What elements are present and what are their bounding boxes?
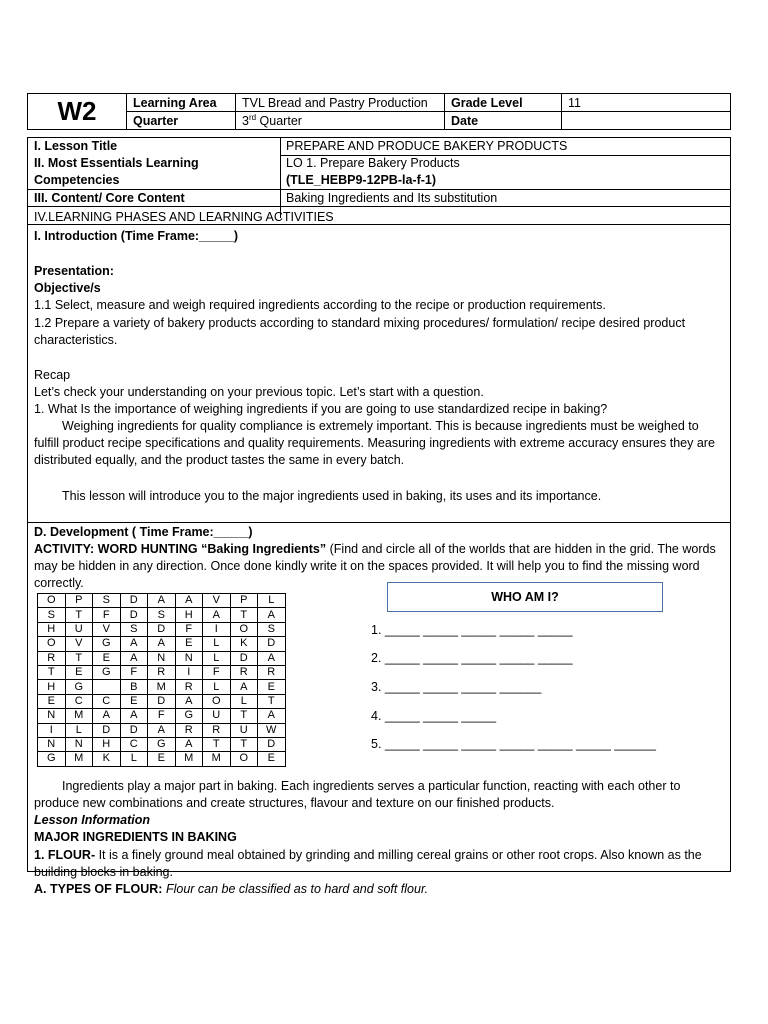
grid-cell[interactable]: L bbox=[203, 651, 231, 665]
recap-answer: Weighing ingredients for quality compliance is extremely important. This is because ingredients must be weighed to fulfill product recipe specifications and quality requirements. Measuring ingredients with extreme accuracy ensures they are distributed equally, and the product tastes the same in every batch. bbox=[34, 419, 715, 467]
grid-cell[interactable]: M bbox=[175, 752, 203, 766]
grid-cell[interactable]: S bbox=[38, 608, 66, 622]
grid-cell[interactable]: I bbox=[38, 723, 66, 737]
grid-cell[interactable]: H bbox=[93, 737, 121, 751]
grid-cell[interactable]: U bbox=[203, 709, 231, 723]
phases-heading: IV.LEARNING PHASES AND LEARNING ACTIVITIES bbox=[34, 210, 334, 224]
grid-cell[interactable]: U bbox=[230, 723, 258, 737]
grid-cell[interactable]: E bbox=[93, 651, 121, 665]
answer-blank-1[interactable]: 1. _____ _____ _____ _____ _____ bbox=[371, 623, 573, 637]
grade-level-label: Grade Level bbox=[445, 94, 562, 112]
grid-cell[interactable]: E bbox=[38, 694, 66, 708]
introduction-heading: I. Introduction (Time Frame:_____) bbox=[34, 229, 238, 243]
grid-cell[interactable]: A bbox=[148, 594, 176, 608]
grid-cell[interactable]: R bbox=[175, 723, 203, 737]
grid-cell[interactable]: A bbox=[120, 651, 148, 665]
grid-cell[interactable]: M bbox=[65, 752, 93, 766]
competency-label-1: II. Most Essentials Learning bbox=[34, 156, 199, 170]
grid-cell[interactable]: L bbox=[230, 694, 258, 708]
grid-cell[interactable]: A bbox=[203, 608, 231, 622]
grid-cell[interactable]: L bbox=[203, 637, 231, 651]
grid-row bbox=[38, 694, 286, 708]
grid-cell[interactable]: A bbox=[258, 709, 286, 723]
grid-cell[interactable]: E bbox=[148, 752, 176, 766]
grid-cell[interactable]: A bbox=[258, 608, 286, 622]
quarter-value: 3rd Quarter bbox=[236, 112, 445, 130]
recap-intro: Let’s check your understanding on your previous topic. Let’s start with a question. bbox=[34, 385, 484, 399]
grid-cell[interactable]: N bbox=[38, 737, 66, 751]
grid-cell[interactable]: N bbox=[65, 737, 93, 751]
grid-cell[interactable]: C bbox=[120, 737, 148, 751]
content-label: III. Content/ Core Content bbox=[34, 191, 185, 205]
grid-cell[interactable]: M bbox=[65, 709, 93, 723]
grid-row bbox=[38, 665, 286, 679]
grid-cell[interactable]: G bbox=[65, 680, 93, 694]
recap-question: 1. What Is the importance of weighing ingredients if you are going to use standardized recipe in baking? bbox=[34, 402, 608, 416]
objective-2: 1.2 Prepare a variety of bakery products according to standard mixing procedures/ formulation/ recipe desired product characteristics. bbox=[34, 316, 686, 347]
grid-cell[interactable]: P bbox=[65, 594, 93, 608]
header-table bbox=[27, 93, 731, 130]
grid-cell[interactable]: G bbox=[93, 637, 121, 651]
grid-cell[interactable]: S bbox=[258, 622, 286, 636]
grid-cell[interactable]: E bbox=[120, 694, 148, 708]
lesson-title-label: I. Lesson Title bbox=[34, 139, 118, 153]
grid-cell[interactable]: C bbox=[93, 694, 121, 708]
grid-cell[interactable]: T bbox=[230, 709, 258, 723]
grid-row bbox=[38, 608, 286, 622]
grid-cell[interactable]: T bbox=[38, 665, 66, 679]
quarter-label: Quarter bbox=[127, 112, 236, 130]
grid-cell[interactable]: H bbox=[38, 680, 66, 694]
grid-row bbox=[38, 622, 286, 636]
grid-cell[interactable]: T bbox=[203, 737, 231, 751]
grid-cell[interactable]: K bbox=[93, 752, 121, 766]
grid-cell[interactable]: I bbox=[203, 622, 231, 636]
presentation-label: Presentation: bbox=[34, 264, 114, 278]
grid-cell[interactable]: A bbox=[175, 594, 203, 608]
grid-row bbox=[38, 594, 286, 608]
week-label: W2 bbox=[28, 94, 127, 130]
grid-cell[interactable]: T bbox=[230, 737, 258, 751]
ingredients-paragraph: Ingredients play a major part in baking. Each ingredients serves a particular function, reacting with each other to produce new combinations and create structures, flavour and texture on our finished products. bbox=[34, 779, 681, 810]
competency-value-1: LO 1. Prepare Bakery Products bbox=[286, 156, 460, 170]
grid-cell[interactable]: A bbox=[120, 709, 148, 723]
grid-cell[interactable]: E bbox=[175, 637, 203, 651]
grid-row bbox=[38, 637, 286, 651]
grid-cell[interactable]: U bbox=[65, 622, 93, 636]
objectives-label: Objective/s bbox=[34, 281, 101, 295]
grid-cell[interactable]: V bbox=[93, 622, 121, 636]
grid-cell[interactable]: G bbox=[175, 709, 203, 723]
flour-definition: 1. FLOUR- It is a finely ground meal obtained by grinding and milling cereal grains or other root crops. Also known as the building blocks in baking. bbox=[34, 848, 702, 879]
answer-blank-2[interactable]: 2. _____ _____ _____ _____ _____ bbox=[371, 651, 573, 665]
grid-cell[interactable]: L bbox=[65, 723, 93, 737]
grid-cell[interactable]: A bbox=[175, 737, 203, 751]
grid-cell[interactable]: A bbox=[148, 723, 176, 737]
grid-cell[interactable]: I bbox=[175, 665, 203, 679]
grid-cell[interactable]: D bbox=[120, 594, 148, 608]
major-ingredients-heading: MAJOR INGREDIENTS IN BAKING bbox=[34, 830, 237, 844]
grid-cell[interactable]: O bbox=[230, 622, 258, 636]
answer-blank-5[interactable]: 5. _____ _____ _____ _____ _____ _____ ______ bbox=[371, 737, 657, 751]
grid-cell[interactable]: F bbox=[93, 608, 121, 622]
grid-cell[interactable]: D bbox=[258, 637, 286, 651]
word-search-grid[interactable] bbox=[37, 593, 286, 767]
types-of-flour: A. TYPES OF FLOUR: Flour can be classified as to hard and soft flour. bbox=[34, 882, 429, 896]
grid-cell[interactable]: D bbox=[258, 737, 286, 751]
answer-blank-3[interactable]: 3. _____ _____ _____ ______ bbox=[371, 680, 542, 694]
grid-cell[interactable] bbox=[93, 680, 121, 694]
recap-label: Recap bbox=[34, 368, 71, 382]
competency-label-2: Competencies bbox=[34, 173, 120, 187]
grid-cell[interactable]: R bbox=[38, 651, 66, 665]
grid-cell[interactable]: H bbox=[38, 622, 66, 636]
grid-row bbox=[38, 737, 286, 751]
grid-cell[interactable]: N bbox=[175, 651, 203, 665]
lesson-title-value: PREPARE AND PRODUCE BAKERY PRODUCTS bbox=[286, 139, 568, 153]
learning-area-label: Learning Area bbox=[127, 94, 236, 112]
grid-cell[interactable]: R bbox=[230, 665, 258, 679]
grid-row bbox=[38, 680, 286, 694]
grid-cell[interactable]: D bbox=[120, 723, 148, 737]
grid-cell[interactable]: R bbox=[175, 680, 203, 694]
grid-cell[interactable]: T bbox=[65, 608, 93, 622]
grid-cell[interactable]: F bbox=[120, 665, 148, 679]
grid-cell[interactable]: H bbox=[175, 608, 203, 622]
grid-cell[interactable]: B bbox=[120, 680, 148, 694]
development-heading: D. Development ( Time Frame:_____) bbox=[34, 525, 253, 539]
grid-cell[interactable]: S bbox=[148, 608, 176, 622]
content-value: Baking Ingredients and Its substitution bbox=[286, 191, 498, 205]
grid-cell[interactable]: D bbox=[148, 694, 176, 708]
answer-blank-4[interactable]: 4. _____ _____ _____ bbox=[371, 709, 497, 723]
grid-cell[interactable]: V bbox=[65, 637, 93, 651]
objective-1: 1.1 Select, measure and weigh required ingredients according to the recipe or production requirements. bbox=[34, 298, 606, 312]
grid-row bbox=[38, 723, 286, 737]
grid-cell[interactable]: L bbox=[120, 752, 148, 766]
date-value bbox=[562, 112, 731, 130]
grid-cell[interactable]: T bbox=[258, 694, 286, 708]
lesson-information-label: Lesson Information bbox=[34, 813, 150, 827]
grid-cell[interactable]: E bbox=[258, 680, 286, 694]
grid-cell[interactable]: P bbox=[230, 594, 258, 608]
grid-cell[interactable]: N bbox=[148, 651, 176, 665]
activity-instructions: ACTIVITY: WORD HUNTING “Baking Ingredients” (Find and circle all of the worlds that are hidden in the grid. The words may be hidden in any direction. Once done kindly write it on the spaces provided. It will help you to find the missing word correctly. bbox=[34, 542, 716, 590]
grid-cell[interactable]: A bbox=[93, 709, 121, 723]
grid-cell[interactable]: S bbox=[93, 594, 121, 608]
grid-cell[interactable]: L bbox=[203, 680, 231, 694]
grid-cell[interactable]: R bbox=[203, 723, 231, 737]
grid-cell[interactable]: L bbox=[258, 594, 286, 608]
grid-cell[interactable]: A bbox=[175, 694, 203, 708]
grid-cell[interactable]: A bbox=[258, 651, 286, 665]
lesson-intro: This lesson will introduce you to the major ingredients used in baking, its uses and its importance. bbox=[62, 489, 602, 503]
grid-cell[interactable]: E bbox=[258, 752, 286, 766]
grid-cell[interactable]: A bbox=[230, 680, 258, 694]
grid-cell[interactable]: G bbox=[93, 665, 121, 679]
grid-cell[interactable]: D bbox=[93, 723, 121, 737]
grid-cell[interactable]: F bbox=[148, 709, 176, 723]
grid-row bbox=[38, 709, 286, 723]
lesson-body bbox=[27, 137, 731, 896]
who-am-i-box: WHO AM I? bbox=[387, 582, 663, 612]
date-label: Date bbox=[445, 112, 562, 130]
learning-area-value: TVL Bread and Pastry Production bbox=[236, 94, 445, 112]
grid-cell[interactable]: N bbox=[38, 709, 66, 723]
grid-cell[interactable]: V bbox=[203, 594, 231, 608]
grid-cell[interactable]: A bbox=[148, 637, 176, 651]
grid-cell[interactable]: O bbox=[38, 594, 66, 608]
grid-cell[interactable]: F bbox=[175, 622, 203, 636]
grid-cell[interactable]: D bbox=[120, 608, 148, 622]
grade-level-value: 11 bbox=[562, 94, 731, 112]
grid-cell[interactable]: T bbox=[230, 608, 258, 622]
grid-cell[interactable]: D bbox=[148, 622, 176, 636]
competency-value-2: (TLE_HEBP9-12PB-la-f-1) bbox=[286, 173, 437, 187]
grid-cell[interactable]: G bbox=[38, 752, 66, 766]
grid-cell[interactable]: O bbox=[38, 637, 66, 651]
grid-cell[interactable]: W bbox=[258, 723, 286, 737]
grid-cell[interactable]: E bbox=[65, 665, 93, 679]
grid-cell[interactable]: O bbox=[203, 694, 231, 708]
grid-cell[interactable]: R bbox=[258, 665, 286, 679]
grid-cell[interactable]: M bbox=[203, 752, 231, 766]
grid-cell[interactable]: T bbox=[65, 651, 93, 665]
grid-cell[interactable]: O bbox=[230, 752, 258, 766]
grid-cell[interactable]: K bbox=[230, 637, 258, 651]
grid-cell[interactable]: A bbox=[120, 637, 148, 651]
grid-cell[interactable]: R bbox=[148, 665, 176, 679]
grid-cell[interactable]: D bbox=[230, 651, 258, 665]
grid-cell[interactable]: M bbox=[148, 680, 176, 694]
grid-cell[interactable]: C bbox=[65, 694, 93, 708]
grid-row bbox=[38, 752, 286, 766]
grid-cell[interactable]: F bbox=[203, 665, 231, 679]
grid-row bbox=[38, 651, 286, 665]
grid-cell[interactable]: S bbox=[120, 622, 148, 636]
grid-cell[interactable]: G bbox=[148, 737, 176, 751]
